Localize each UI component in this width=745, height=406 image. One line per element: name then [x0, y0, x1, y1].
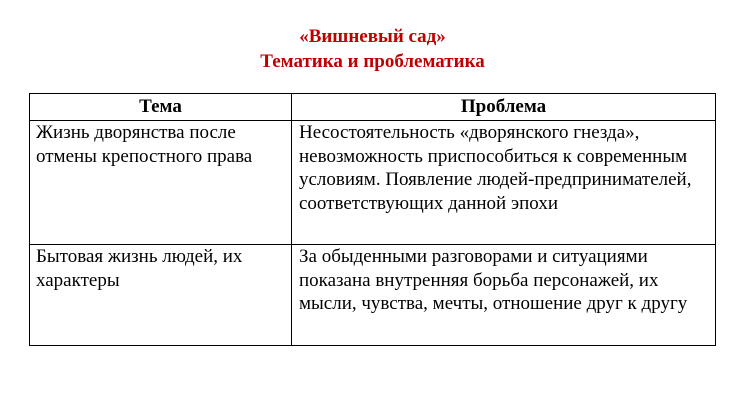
theme-cell: Жизнь дворянства после отмены крепостного права	[30, 121, 292, 245]
column-header-theme: Тема	[30, 94, 292, 121]
table-row	[30, 245, 716, 346]
page-title: «Вишневый сад»	[299, 26, 446, 47]
table-header-row	[30, 94, 716, 121]
column-header-problem: Проблема	[292, 94, 716, 121]
page-subtitle: Тематика и проблематика	[260, 51, 485, 72]
problem-cell: Несостоятельность «дворянского гнезда», невозможность приспособиться к современным условиям. Появление людей-предпринимателей, соответствующих данной эпохи	[292, 121, 716, 245]
theme-problem-table	[29, 93, 716, 346]
problem-cell: За обыденными разговорами и ситуациями показана внутренняя борьба персонажей, их мысли, чувства, мечты, отношение друг к другу	[292, 245, 716, 346]
table-row	[30, 121, 716, 245]
theme-cell: Бытовая жизнь людей, их характеры	[30, 245, 292, 346]
